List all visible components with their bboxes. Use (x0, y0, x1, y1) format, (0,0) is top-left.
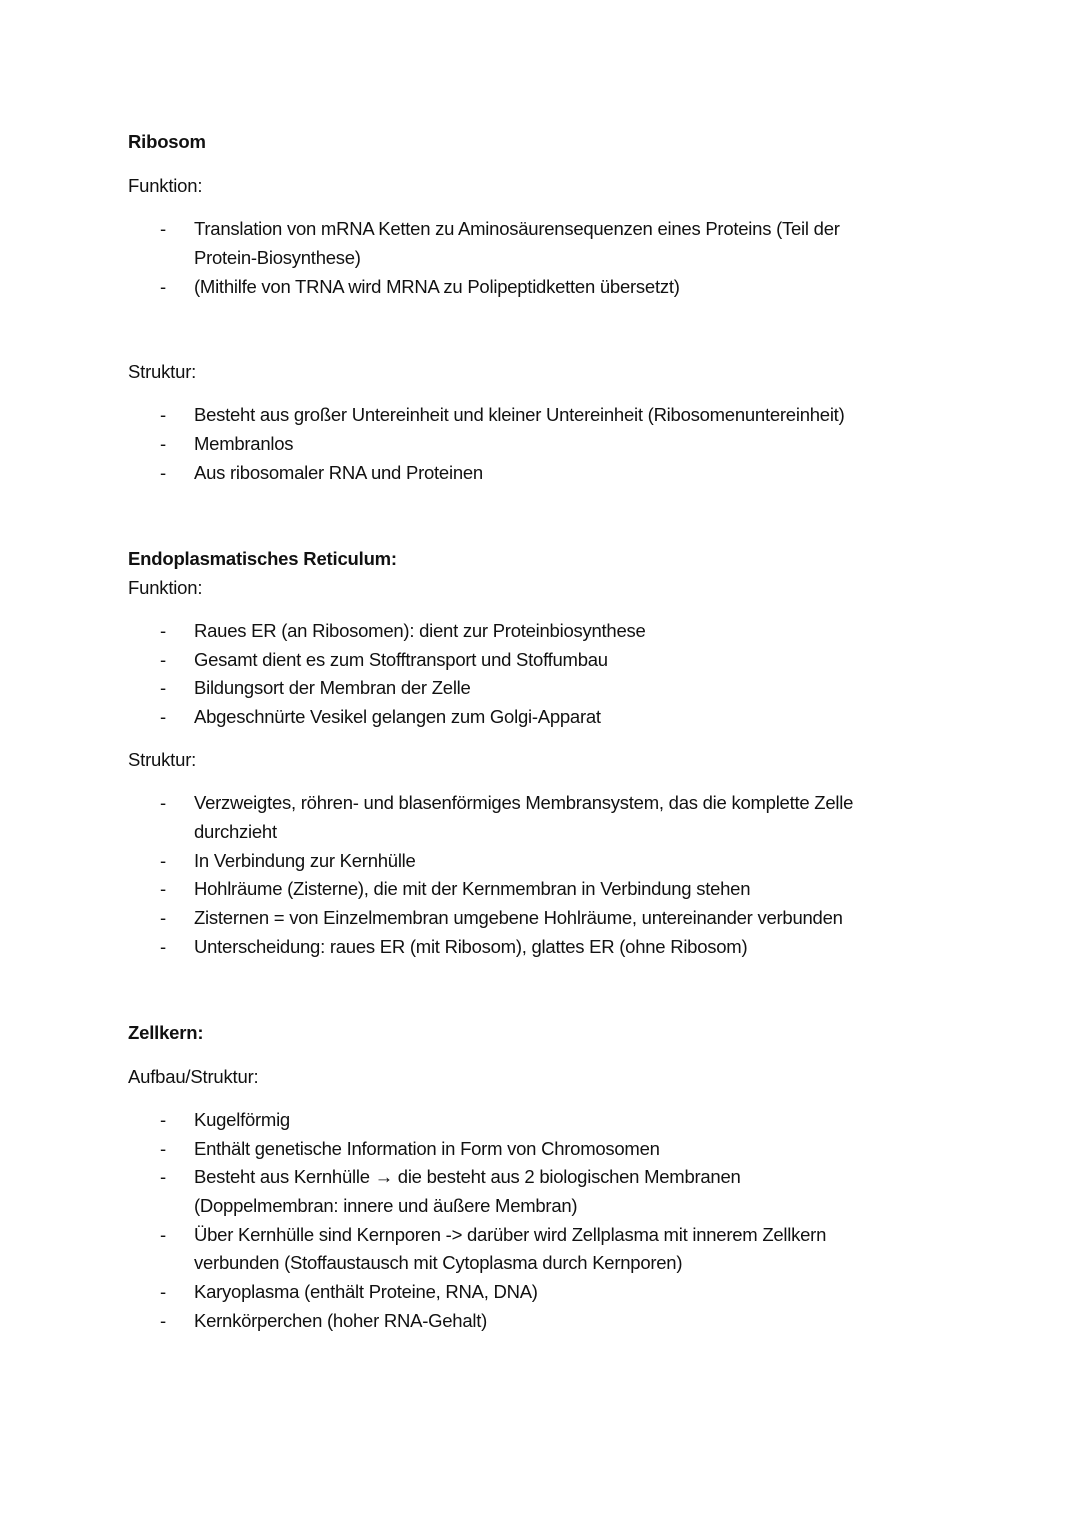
subsection-label: Funktion: (128, 577, 203, 598)
bullet-dash: - (160, 1109, 167, 1130)
bullet-dash: - (160, 1138, 167, 1159)
bullet-dash: - (160, 404, 167, 425)
bullet-dash: - (160, 620, 167, 641)
list-item-text: Über Kernhülle sind Kernporen -> darüber wird Zellplasma mit innerem Zellkern (194, 1224, 827, 1245)
section-heading: Endoplasmatisches Reticulum: (128, 548, 397, 569)
bullet-dash: - (160, 1224, 167, 1245)
list-item-text: Zisternen = von Einzelmembran umgebene Hohlräume, untereinander verbunden (194, 907, 843, 928)
list-item-text: Kernkörperchen (hoher RNA-Gehalt) (194, 1310, 488, 1331)
list-item-text: Besteht aus Kernhülle → die besteht aus 2 biologischen Membranen (194, 1166, 741, 1187)
list-item-text: Hohlräume (Zisterne), die mit der Kernmembran in Verbindung stehen (194, 878, 751, 899)
list-item-text: Verzweigtes, röhren- und blasenförmiges Membransystem, das die komplette Zelle (194, 792, 854, 813)
list-item-text: Karyoplasma (enthält Proteine, RNA, DNA) (194, 1281, 538, 1302)
bullet-dash: - (160, 276, 167, 297)
bullet-dash: - (160, 1310, 167, 1331)
bullet-dash: - (160, 706, 167, 727)
list-item-text: Gesamt dient es zum Stofftransport und Stoffumbau (194, 649, 608, 670)
bullet-dash: - (160, 1166, 167, 1187)
bullet-dash: - (160, 936, 167, 957)
list-item-text: (Doppelmembran: innere und äußere Membran) (194, 1195, 578, 1216)
subsection-label: Funktion: (128, 175, 203, 196)
bullet-dash: - (160, 792, 167, 813)
list-item-text: durchzieht (194, 821, 277, 842)
bullet-dash: - (160, 649, 167, 670)
list-item-text: Protein-Biosynthese) (194, 247, 361, 268)
subsection-label: Struktur: (128, 361, 197, 382)
list-item-text: In Verbindung zur Kernhülle (194, 850, 416, 871)
list-item-text: Enthält genetische Information in Form von Chromosomen (194, 1138, 660, 1159)
list-item-text: verbunden (Stoffaustausch mit Cytoplasma durch Kernporen) (194, 1252, 683, 1273)
list-item-text: Translation von mRNA Ketten zu Aminosäurensequenzen eines Proteins (Teil der (194, 218, 840, 239)
list-item-text: Abgeschnürte Vesikel gelangen zum Golgi-Apparat (194, 706, 601, 727)
bullet-dash: - (160, 907, 167, 928)
bullet-dash: - (160, 433, 167, 454)
section-heading: Zellkern: (128, 1022, 204, 1043)
bullet-dash: - (160, 677, 167, 698)
bullet-dash: - (160, 1281, 167, 1302)
list-item-text: Membranlos (194, 433, 294, 454)
list-item-text: Besteht aus großer Untereinheit und kleiner Untereinheit (Ribosomenuntereinheit) (194, 404, 845, 425)
list-item-text: Kugelförmig (194, 1109, 290, 1130)
bullet-dash: - (160, 850, 167, 871)
list-item-text: (Mithilfe von TRNA wird MRNA zu Polipeptidketten übersetzt) (194, 276, 680, 297)
section-heading: Ribosom (128, 131, 206, 152)
subsection-label: Aufbau/Struktur: (128, 1066, 259, 1087)
list-item-text: Raues ER (an Ribosomen): dient zur Proteinbiosynthese (194, 620, 646, 641)
bullet-dash: - (160, 462, 167, 483)
list-item-text: Unterscheidung: raues ER (mit Ribosom), glattes ER (ohne Ribosom) (194, 936, 748, 957)
bullet-dash: - (160, 878, 167, 899)
bullet-dash: - (160, 218, 167, 239)
list-item-text: Bildungsort der Membran der Zelle (194, 677, 471, 698)
subsection-label: Struktur: (128, 749, 197, 770)
list-item-text: Aus ribosomaler RNA und Proteinen (194, 462, 483, 483)
